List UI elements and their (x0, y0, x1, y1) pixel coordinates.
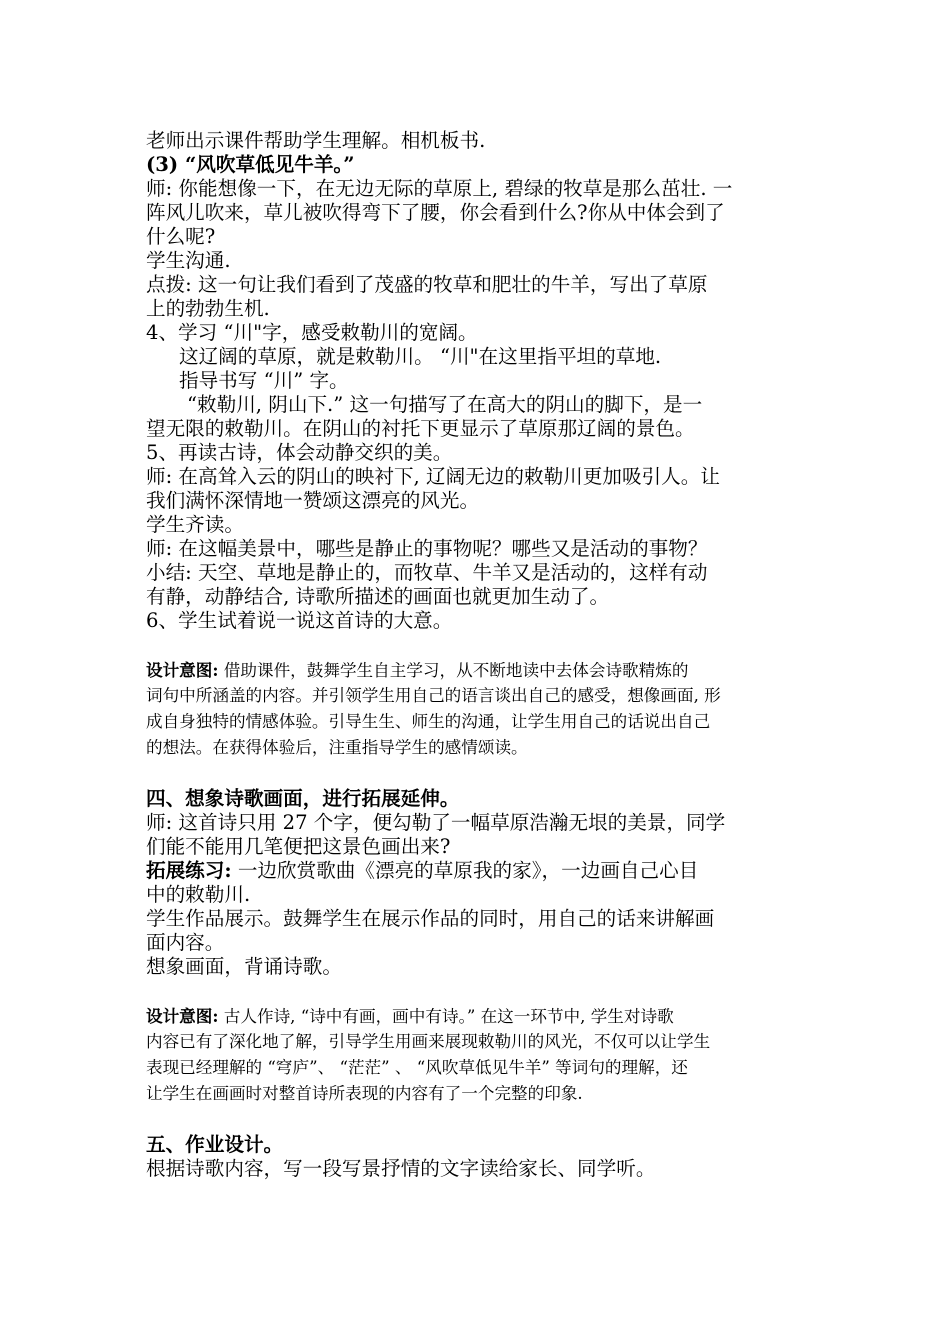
paragraph-line: 这辽阔的草原，就是敕勒川。 “川"在这里指平坦的草地. (179, 345, 662, 368)
paragraph-line: “敕勒川, 阴山下.” 这一句描写了在高大的阴山的脚下，是一 (187, 393, 703, 416)
section-title: (3) “风吹草低见牛羊。” (146, 153, 355, 176)
paragraph-line: 有静，动静结合, 诗歌所描述的画面也就更加生动了。 (146, 585, 610, 608)
document-page (146, 129, 826, 1181)
paragraph-line: 4、学习 “川"字，感受敕勒川的宽阔。 (146, 321, 478, 344)
paragraph-line: 学生齐读。 (146, 513, 244, 536)
design-intent-label: 设计意图: (146, 1006, 219, 1026)
paragraph-line: 师: 这首诗只用 27 个字，便勾勒了一幅草原浩瀚无垠的美景，同学 (146, 811, 726, 834)
paragraph-line: 中的敕勒川. (146, 883, 251, 906)
paragraph-line: 上的勃勃生机. (146, 297, 270, 320)
paragraph-line: 成自身独特的情感体验。引导生生、师生的沟通，让学生用自己的话说出自己 (146, 712, 711, 731)
design-intent-label: 设计意图: (146, 660, 219, 680)
paragraph-line: 6、学生试着说一说这首诗的大意。 (146, 609, 453, 632)
section-heading: 五、作业设计。 (146, 1133, 284, 1156)
paragraph-line: 面内容。 (146, 931, 225, 954)
paragraph-line: 学生沟通. (146, 249, 231, 272)
paragraph-line: 师: 在高耸入云的阴山的映衬下, 辽阔无边的敕勒川更加吸引人。让 (146, 465, 720, 488)
paragraph-line: 的想法。在获得体验后，注重指导学生的感情颂读。 (146, 738, 528, 757)
paragraph-line: 们能不能用几笔便把这景色画出来? (146, 835, 451, 858)
paragraph-line: 表现已经理解的 “穹庐”、 “茫茫” 、 “风吹草低见牛羊” 等词句的理解，还 (146, 1058, 688, 1077)
paragraph-line: 想象画面，背诵诗歌。 (146, 955, 342, 978)
extension-label: 拓展练习: (146, 859, 232, 882)
paragraph-line: 点拨: 这一句让我们看到了茂盛的牧草和肥壮的牛羊，写出了草原 (146, 273, 708, 296)
design-intent-line (146, 657, 826, 683)
paragraph-line: 小结: 天空、草地是静止的，而牧草、牛羊又是活动的，这样有动 (146, 561, 708, 584)
paragraph-text: 古人作诗, “诗中有画，画中有诗。” 在这一环节中, 学生对诗歌 (218, 1007, 674, 1026)
paragraph-line: 什么呢? (146, 225, 216, 248)
paragraph-line: 学生作品展示。鼓舞学生在展示作品的同时，用自己的话来讲解画 (146, 907, 715, 930)
paragraph-line: 师: 在这幅美景中，哪些是静止的事物呢？哪些又是活动的事物？ (146, 537, 708, 560)
paragraph-text: 借助课件，鼓舞学生自主学习，从不断地读中去体会诗歌精炼的 (218, 661, 689, 680)
paragraph-line: 内容已有了深化地了解，引导学生用画来展现敕勒川的风光，不仅可以让学生 (146, 1032, 711, 1051)
paragraph-line: 我们满怀深情地一赞颂这漂亮的风光。 (146, 489, 480, 512)
paragraph-line: 让学生在画画时对整首诗所表现的内容有了一个完整的印象. (146, 1084, 583, 1103)
design-intent-line (146, 1003, 826, 1029)
paragraph-line: 师: 你能想像一下，在无边无际的草原上, 碧绿的牧草是那么茁壮. 一 (146, 177, 733, 200)
paragraph-line: 5、再读古诗，体会动静交织的美。 (146, 441, 453, 464)
paragraph-line: 词句中所涵盖的内容。并引领学生用自己的语言谈出自己的感受，想像画面, 形 (146, 686, 721, 705)
paragraph-line: 阵风儿吹来，草儿被吹得弯下了腰，你会看到什么?你从中体会到了 (146, 201, 725, 224)
paragraph-line: 指导书写 “川” 字。 (179, 369, 349, 392)
paragraph-line: 老师出示课件帮助学生理解。相机板书. (146, 129, 486, 152)
extension-line (146, 859, 826, 883)
paragraph-line: 望无限的敕勒川。在阴山的衬托下更显示了草原那辽阔的景色。 (146, 417, 695, 440)
paragraph-line: 根据诗歌内容，写一段写景抒情的文字读给家长、同学听。 (146, 1157, 656, 1180)
paragraph-text: 一边欣赏歌曲《漂亮的草原我的家》，一边画自己心目 (231, 859, 699, 882)
section-heading: 四、想象诗歌画面，进行拓展延伸。 (146, 787, 460, 810)
